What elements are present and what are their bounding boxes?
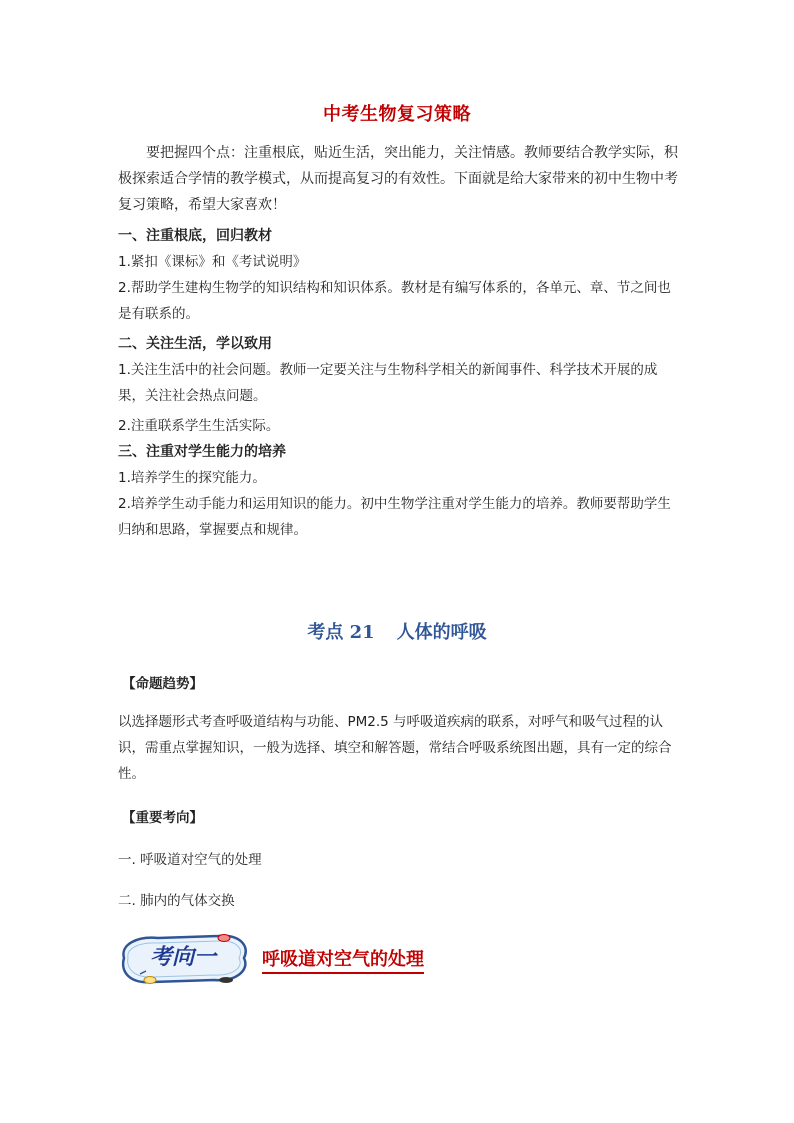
kaoxiang-badge (118, 930, 252, 988)
section-heading-1: 一、注重根底，回归教材 (118, 228, 272, 244)
intro-paragraph: 要把握四个点：注重根底，贴近生活，突出能力，关注情感。教师要结合教学实际，积极探索适合学情的教学模式，从而提高复习的有效性。下面就是给大家带来的初中生物中考复习策略，希望大家喜欢！ (118, 145, 678, 213)
trend-text: 以选择题形式考查呼吸道结构与功能、PM2.5 与呼吸道疾病的联系，对呼气和吸气过程的认识，需重点掌握知识，一般为选择、填空和解答题，常结合呼吸系统图出题，具有一定的综合性。 (118, 714, 672, 782)
kaodian-heading (0, 618, 794, 644)
directions-label: 【重要考向】 (122, 810, 203, 826)
kaodian-label: 考点 21 (307, 622, 375, 643)
section-3-item-1: 1.培养学生的探究能力。 (118, 470, 266, 486)
section-2-item-1: 1.关注生活中的社会问题。教师一定要关注与生物科学相关的新闻事件、科学技术开展的成果，关注社会热点问题。 (118, 362, 658, 404)
section-2-item-2: 2.注重联系学生生活实际。 (118, 418, 280, 434)
badge-title: 呼吸道对空气的处理 (262, 945, 424, 974)
section-1-item-2: 2.帮助学生建构生物学的知识结构和知识体系。教材是有编写体系的，各单元、章、节之间也是有联系的。 (118, 280, 671, 322)
page-title: 中考生物复习策略 (323, 104, 471, 125)
section-heading-3: 三、注重对学生能力的培养 (118, 444, 286, 460)
direction-item-1: 一. 呼吸道对空气的处理 (118, 852, 262, 868)
badge-text: 考向一 (149, 944, 216, 970)
kaodian-topic: 人体的呼吸 (396, 622, 487, 643)
direction-item-2: 二. 肺内的气体交换 (118, 893, 235, 909)
trend-label: 【命题趋势】 (122, 676, 203, 692)
section-1-item-1: 1.紧扣《课标》和《考试说明》 (118, 254, 307, 270)
section-3-item-2: 2.培养学生动手能力和运用知识的能力。初中生物学注重对学生能力的培养。教师要帮助学生归纳和思路，掌握要点和规律。 (118, 496, 671, 538)
section-heading-2: 二、关注生活，学以致用 (118, 336, 272, 352)
